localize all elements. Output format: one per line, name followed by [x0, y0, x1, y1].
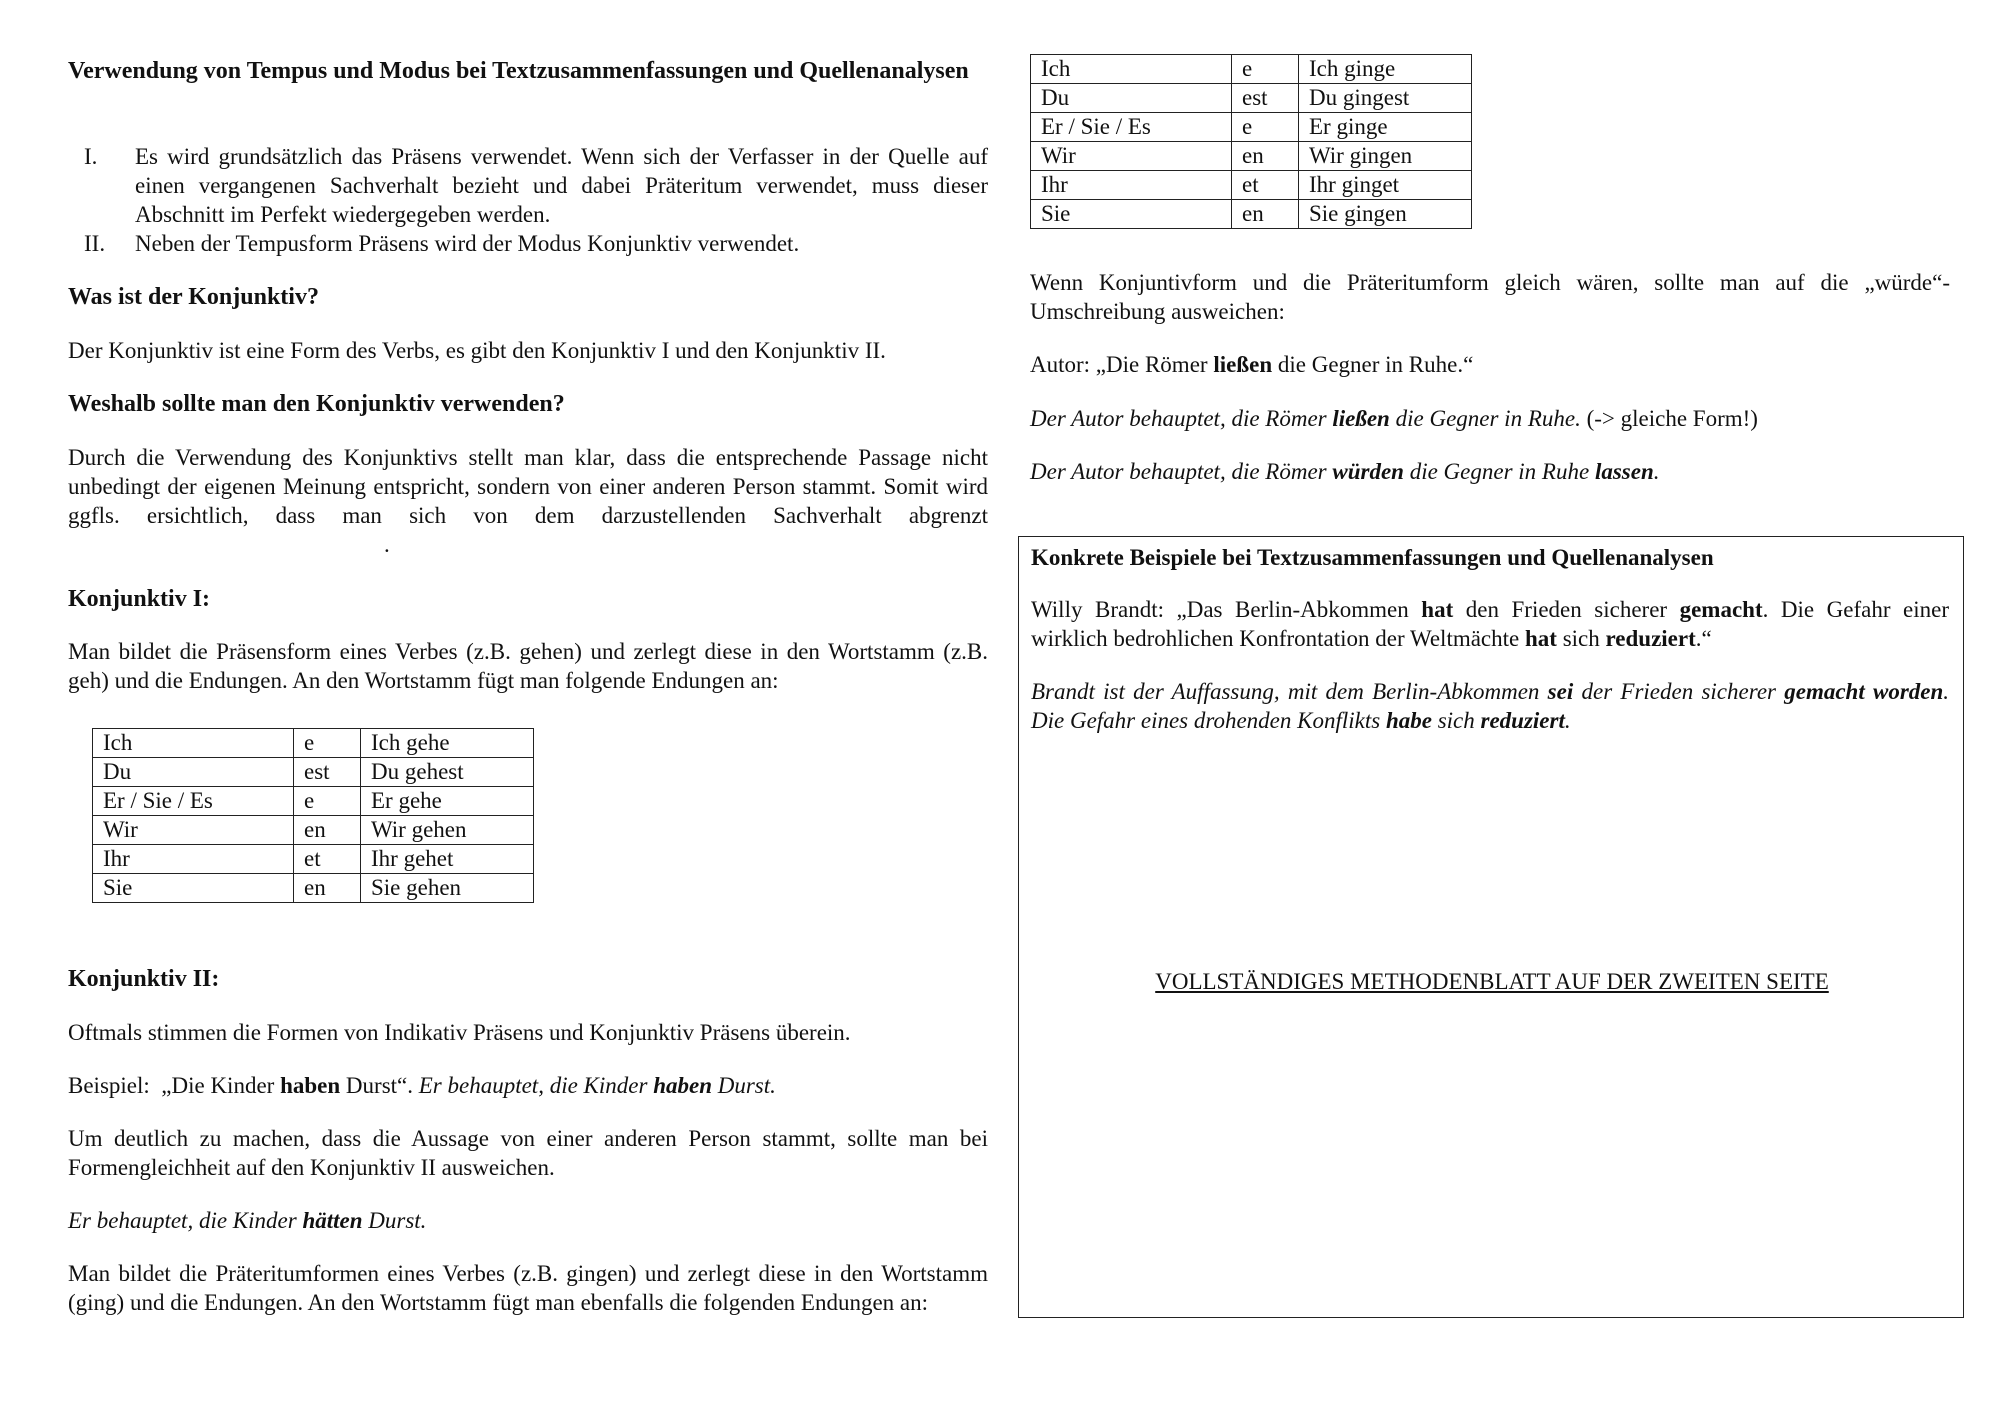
example-haetten: [68, 1206, 988, 1235]
konjunktiv-2-table: [1030, 54, 1472, 229]
quote-text: . Die Gefahr einer wirklich bedrohlichen Konfrontation der Weltmächte: [1031, 597, 1949, 651]
example-bold: würden: [1332, 459, 1404, 484]
example-text: Durst.: [362, 1208, 427, 1233]
paragraph-weshalb: [68, 443, 988, 559]
box-brandt-quote: [1031, 595, 1949, 653]
list-text: Es wird grundsätzlich das Präsens verwendet. Wenn sich der Verfasser in der Quelle auf einen vergangenen Sachverhalt bezieht und dabei Präteritum verwendet, muss dieser Abschnitt im Perfekt wiedergegeben werden.: [135, 144, 988, 227]
pronoun-cell: Sie: [1031, 200, 1232, 229]
paraphrase-text: sich: [1431, 708, 1481, 733]
example-text: Der Autor behauptet, die Römer: [1030, 459, 1333, 484]
autor-quote: [1030, 350, 1950, 379]
example-bold: hätten: [302, 1208, 363, 1233]
heading-konjunktiv-1: Konjunktiv I:: [68, 586, 211, 612]
quote-bold: ließen: [1213, 352, 1273, 377]
example-sentence: [68, 1071, 988, 1100]
paragraph-konjunktiv-definition: Der Konjunktiv ist eine Form des Verbs, es gibt den Konjunktiv I und den Konjunktiv II.: [68, 338, 886, 363]
paragraph-formen-uebereinstimmung: Oftmals stimmen die Formen von Indikativ Präsens und Konjunktiv Präsens überein.: [68, 1020, 851, 1045]
pronoun-cell: Du: [1031, 84, 1232, 113]
table-row: [93, 845, 534, 874]
example-text: .: [1653, 459, 1660, 484]
konjunktiv-1-table: [92, 728, 534, 903]
example-italic: [419, 1073, 776, 1098]
pronoun-cell: Wir: [93, 816, 294, 845]
example-quote-text: „Die Kinder: [161, 1073, 281, 1098]
quote-bold: hat: [1421, 597, 1454, 622]
quote-bold: gemacht: [1679, 597, 1763, 622]
ending-cell: est: [1232, 84, 1299, 113]
paraphrase-bold: habe: [1385, 708, 1432, 733]
example-quote-bold: haben: [280, 1073, 341, 1098]
example-text: Er behauptet, die Kinder: [68, 1208, 303, 1233]
example-quote-text: Durst“.: [340, 1073, 413, 1098]
form-cell: Ihr ginget: [1299, 171, 1472, 200]
paraphrase-bold: sei: [1547, 679, 1574, 704]
heading-konjunktiv-2: Konjunktiv II:: [68, 966, 220, 992]
list-number: I.: [84, 144, 98, 169]
ending-cell: e: [1232, 113, 1299, 142]
example-italic-bold: haben: [653, 1073, 712, 1098]
quote-text: Willy Brandt: „Das Berlin-Abkommen: [1031, 597, 1422, 622]
form-cell: Ihr gehet: [361, 845, 534, 874]
form-cell: Du gehest: [361, 758, 534, 787]
form-cell: Sie gingen: [1299, 200, 1472, 229]
example-text: die Gegner in Ruhe.: [1389, 406, 1581, 431]
form-cell: Sie gehen: [361, 874, 534, 903]
example-text: die Gegner in Ruhe: [1403, 459, 1595, 484]
example-note: (-> gleiche Form!): [1580, 406, 1758, 431]
example-bold: ließen: [1332, 406, 1390, 431]
ending-cell: e: [294, 787, 361, 816]
pronoun-cell: Er / Sie / Es: [93, 787, 294, 816]
pronoun-cell: Sie: [93, 874, 294, 903]
form-cell: Ich ginge: [1299, 55, 1472, 84]
table-row: [93, 729, 534, 758]
list-number: II.: [84, 231, 106, 256]
form-cell: Ich gehe: [361, 729, 534, 758]
table-row: [93, 758, 534, 787]
paragraph-weshalb-text: Durch die Verwendung des Konjunktivs stellt man klar, dass die entsprechende Passage nicht unbedingt der eigenen Meinung entspricht, sondern von einer anderen Person stammt. Somit wird ggfls. ersichtlich, dass man sich von dem darzustellenden Sachverhalt abgrenzt: [68, 445, 988, 528]
pronoun-cell: Ihr: [93, 845, 294, 874]
ending-cell: et: [1232, 171, 1299, 200]
second-page-note: VOLLSTÄNDIGES METHODENBLATT AUF DER ZWEITEN SEITE: [1155, 969, 1829, 994]
paraphrase-bold: reduziert: [1480, 708, 1565, 733]
quote-text: den Frieden sicherer: [1453, 597, 1680, 622]
pronoun-cell: Du: [93, 758, 294, 787]
example-bold: lassen: [1594, 459, 1654, 484]
table-row: [1031, 200, 1472, 229]
form-cell: Du gingest: [1299, 84, 1472, 113]
table-row: [1031, 84, 1472, 113]
paraphrase-text: . Die Gefahr eines drohenden Konflikts: [1031, 679, 1950, 733]
heading-was-ist-konjunktiv: Was ist der Konjunktiv?: [68, 284, 319, 310]
example-text: Der Autor behauptet, die Römer: [1030, 406, 1333, 431]
quote-text: .“: [1695, 626, 1712, 651]
paragraph-formengleichheit: Um deutlich zu machen, dass die Aussage von einer anderen Person stammt, sollte man bei Formengleichheit auf den Konjunktiv II ausweichen.: [68, 1126, 988, 1180]
form-cell: Er ginge: [1299, 113, 1472, 142]
document-title: Verwendung von Tempus und Modus bei Textzusammenfassungen und Quellenanalysen: [68, 58, 969, 84]
table-row: [93, 787, 534, 816]
example-gleiche-form: [1030, 404, 1950, 433]
form-cell: Wir gingen: [1299, 142, 1472, 171]
paragraph-praeteritum: Man bildet die Präteritumformen eines Verbes (z.B. gingen) und zerlegt diese in den Wortstamm (ging) und die Endungen. An den Wortstamm fügt man ebenfalls die folgenden Endungen an:: [68, 1261, 988, 1315]
ending-cell: e: [1232, 55, 1299, 84]
paraphrase-text: der Frieden sicherer: [1573, 679, 1785, 704]
ending-cell: est: [294, 758, 361, 787]
example-italic-text: Durst.: [711, 1073, 776, 1098]
pronoun-cell: Ich: [1031, 55, 1232, 84]
box-title: Konkrete Beispiele bei Textzusammenfassungen und Quellenanalysen: [1031, 545, 1714, 570]
table-row: [1031, 171, 1472, 200]
quote-text: Autor: „Die Römer: [1030, 352, 1214, 377]
ending-cell: en: [294, 874, 361, 903]
examples-box: [1018, 536, 1964, 1318]
ending-cell: en: [1232, 200, 1299, 229]
paragraph-end-period: .: [384, 532, 390, 557]
quote-bold: reduziert: [1605, 626, 1696, 651]
pronoun-cell: Wir: [1031, 142, 1232, 171]
quote-bold: hat: [1524, 626, 1557, 651]
ending-cell: en: [1232, 142, 1299, 171]
heading-weshalb-konjunktiv: Weshalb sollte man den Konjunktiv verwenden?: [68, 391, 565, 417]
table-row: [1031, 142, 1472, 171]
paraphrase-bold: gemacht worden: [1784, 679, 1944, 704]
form-cell: Wir gehen: [361, 816, 534, 845]
table-row: [93, 816, 534, 845]
pronoun-cell: Ich: [93, 729, 294, 758]
form-cell: Er gehe: [361, 787, 534, 816]
table-row: [93, 874, 534, 903]
quote-text: die Gegner in Ruhe.“: [1272, 352, 1474, 377]
paragraph-wuerde-umschreibung: Wenn Konjuntivform und die Präteritumform gleich wären, sollte man auf die „würde“-Umschreibung ausweichen:: [1030, 270, 1950, 324]
example-italic-text: Er behauptet, die Kinder: [418, 1073, 654, 1098]
quote-text: sich: [1556, 626, 1606, 651]
pronoun-cell: Ihr: [1031, 171, 1232, 200]
table-row: [1031, 113, 1472, 142]
paragraph-konjunktiv-1: Man bildet die Präsensform eines Verbes (z.B. gehen) und zerlegt diese in den Wortstamm (z.B. geh) und die Endungen. An den Wortstamm fügt man folgende Endungen an:: [68, 639, 988, 693]
ending-cell: et: [294, 845, 361, 874]
table-row: [1031, 55, 1472, 84]
paraphrase-text: Brandt ist der Auffassung, mit dem Berlin-Abkommen: [1031, 679, 1548, 704]
ending-cell: e: [294, 729, 361, 758]
example-label: Beispiel:: [68, 1073, 150, 1098]
pronoun-cell: Er / Sie / Es: [1031, 113, 1232, 142]
example-wuerden: [1030, 457, 1950, 486]
box-paraphrase: [1031, 677, 1949, 735]
list-text: Neben der Tempusform Präsens wird der Modus Konjunktiv verwendet.: [135, 231, 800, 256]
ending-cell: en: [294, 816, 361, 845]
paraphrase-text: .: [1564, 708, 1571, 733]
